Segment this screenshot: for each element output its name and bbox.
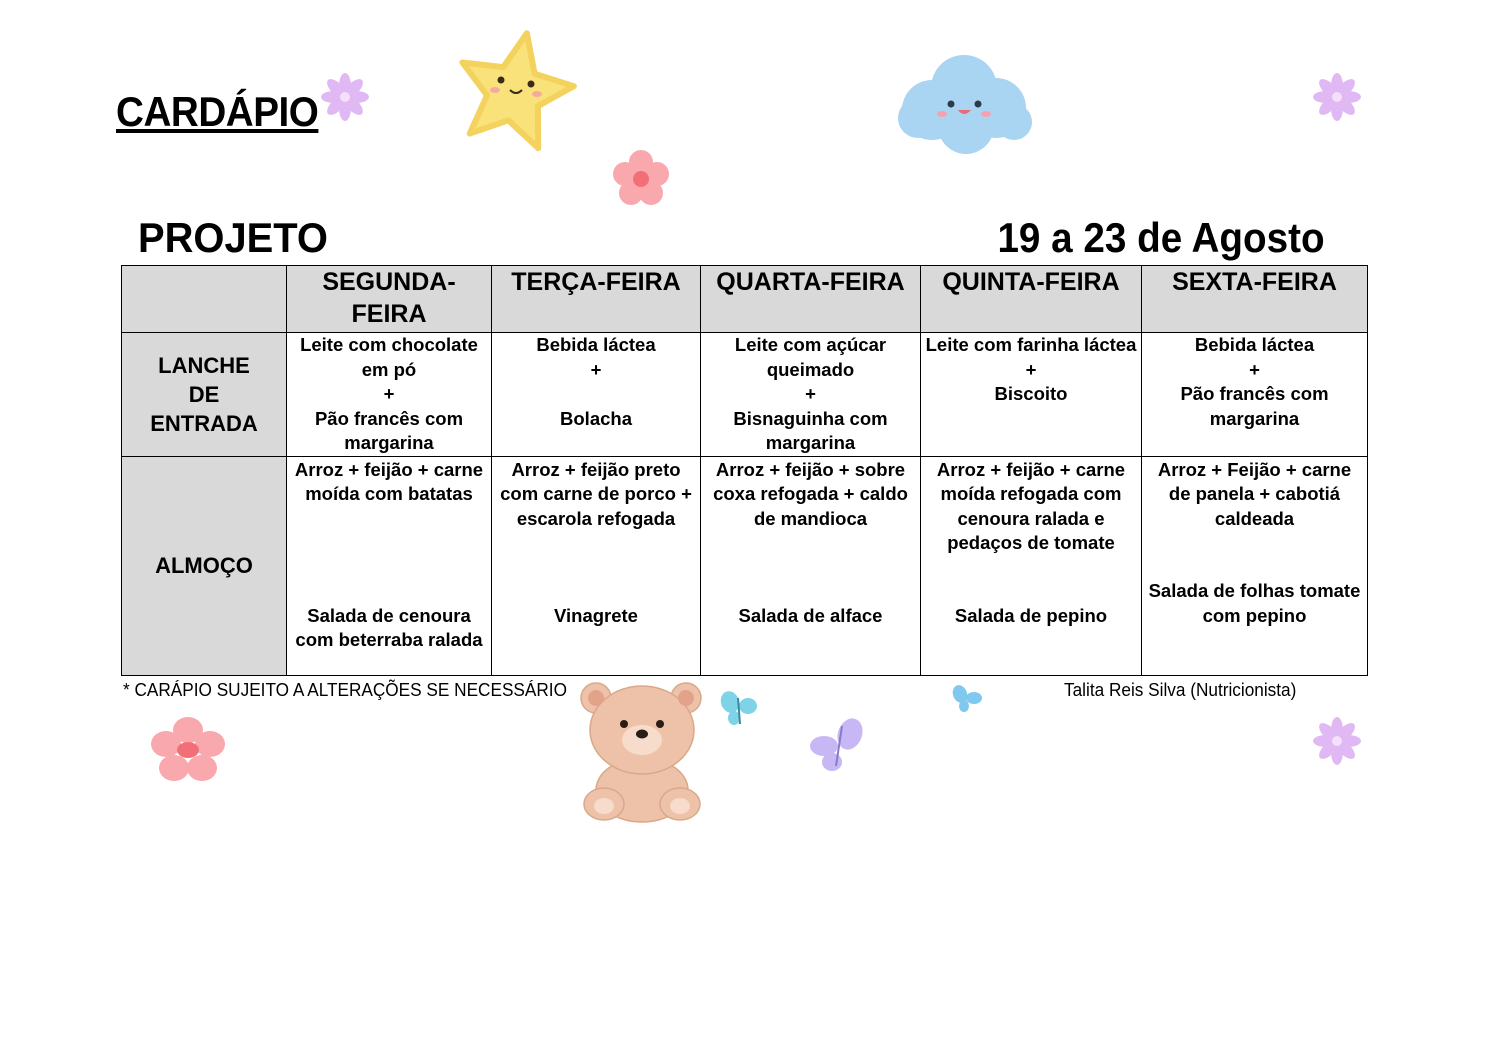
cell-line: + [590, 358, 602, 380]
cell-line: Bolacha [560, 407, 632, 429]
cell-line: + [1025, 358, 1037, 380]
cell-line: escarola refogada [516, 507, 676, 529]
day-header: SEGUNDA- FEIRA [287, 266, 492, 333]
menu-cell [701, 456, 921, 675]
menu-cell [492, 456, 701, 675]
butterfly-icon [950, 684, 984, 716]
cell-line: Arroz + feijão + carne [936, 458, 1126, 480]
footnote: * CARÁPIO SUJEITO A ALTERAÇÕES SE NECESSÁRIO [123, 679, 567, 700]
cell-line: Biscoito [994, 383, 1068, 404]
signature: Talita Reis Silva (Nutricionista) [1064, 679, 1297, 700]
corner-cell [122, 266, 287, 333]
cell-line [1142, 628, 1367, 653]
menu-cell [921, 456, 1142, 675]
menu-cell [1142, 456, 1368, 675]
cell-line [701, 628, 920, 653]
cell-line: Pão francês com [314, 407, 464, 429]
day-header: SEXTA-FEIRA [1142, 266, 1368, 333]
cell-line: Bebida láctea [536, 334, 656, 355]
cell-line: moída refogada com [940, 483, 1122, 504]
menu-cell [701, 333, 921, 457]
cell-line: com beterraba ralada [295, 629, 483, 650]
cell-line: Leite com açúcar [734, 334, 887, 355]
cell-line: cenoura ralada e [957, 507, 1105, 529]
cloud-icon [896, 52, 1034, 156]
day-header: TERÇA-FEIRA [492, 266, 701, 333]
cell-line: em pó [361, 358, 417, 380]
cell-line: + [1249, 358, 1260, 380]
cell-line: Arroz + Feijão + carne [1157, 458, 1352, 480]
cell-line: com pepino [1202, 604, 1307, 626]
cell-line: coxa refogada + caldo [713, 483, 908, 504]
table-row [122, 456, 1368, 675]
cell-line: com carne de porco + [500, 483, 692, 504]
cell-line: margarina [1209, 407, 1300, 429]
lilac-flower-icon [318, 70, 372, 124]
menu-cell [492, 333, 701, 457]
cell-line: de panela + cabotiá [1168, 483, 1341, 504]
cell-line: Salada de cenoura [307, 604, 471, 626]
menu-cell [921, 333, 1142, 457]
cell-line: Arroz + feijão + carne [294, 458, 484, 480]
menu-cell [287, 456, 492, 675]
table-row [122, 333, 1368, 457]
cell-line: moída com batatas [305, 483, 473, 504]
teddy-bear-icon [574, 678, 710, 824]
row-label: ALMOÇO [122, 456, 287, 675]
cell-line: margarina [765, 432, 856, 453]
menu-table [121, 265, 1368, 676]
table-header-row [122, 266, 1368, 333]
cell-line [492, 628, 700, 653]
cell-line: + [805, 383, 816, 404]
pink-flower-icon [608, 146, 674, 212]
cell-line: + [383, 383, 395, 404]
cell-line: caldeada [1214, 507, 1295, 529]
menu-cell [1142, 333, 1368, 457]
cell-line: Arroz + feijão preto [511, 458, 681, 480]
lilac-flower-icon [1310, 714, 1364, 768]
cell-line: Vinagrete [554, 604, 638, 626]
date-range: 19 a 23 de Agosto [997, 214, 1325, 261]
row-label: LANCHE DE ENTRADA [122, 333, 287, 457]
cell-line: Salada de alface [738, 604, 883, 626]
cell-line [492, 382, 700, 407]
cell-line: Arroz + feijão + sobre [715, 458, 906, 480]
cell-line: Leite com farinha láctea [925, 334, 1137, 355]
cell-line: Salada de pepino [954, 604, 1108, 626]
cell-line: Bebida láctea [1194, 334, 1315, 355]
cell-line: de mandioca [753, 507, 868, 529]
cell-line: Leite com chocolate [300, 334, 478, 355]
menu-cell [287, 333, 492, 457]
butterfly-icon [718, 690, 760, 730]
star-icon [452, 26, 578, 152]
day-header: QUINTA-FEIRA [921, 266, 1142, 333]
cell-line: Salada de folhas tomate [1148, 580, 1361, 601]
cell-line: margarina [344, 432, 434, 453]
cell-line: Bisnaguinha com [733, 407, 888, 429]
cell-line: pedaços de tomate [947, 532, 1115, 553]
day-header: QUARTA-FEIRA [701, 266, 921, 333]
project-label: PROJETO [138, 214, 328, 261]
cell-line: queimado [766, 358, 855, 380]
cell-line [921, 628, 1141, 653]
pink-flower-icon [144, 714, 232, 786]
lilac-flower-icon [1310, 70, 1364, 124]
cell-line: Pão francês com [1180, 383, 1329, 404]
butterfly-icon [806, 716, 874, 778]
page-title: CARDÁPIO [116, 88, 319, 135]
